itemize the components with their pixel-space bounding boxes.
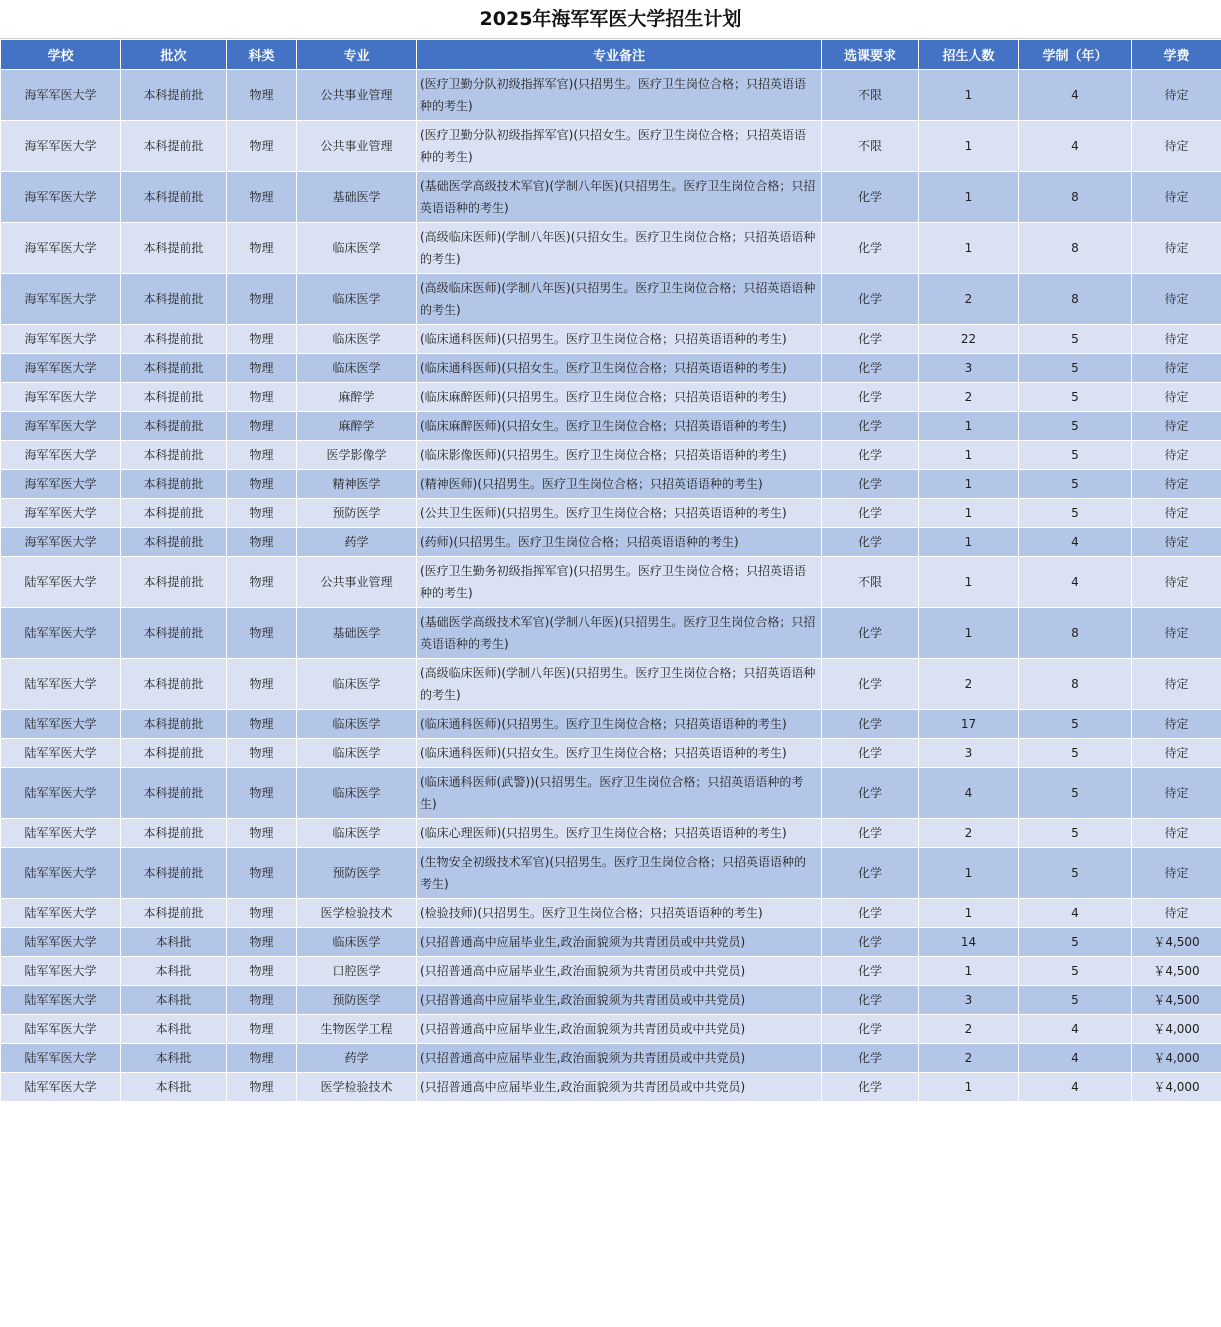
cell-category: 物理 bbox=[227, 1044, 297, 1073]
cell-batch: 本科批 bbox=[121, 1015, 227, 1044]
cell-category: 物理 bbox=[227, 848, 297, 899]
cell-category: 物理 bbox=[227, 499, 297, 528]
table-body bbox=[1, 70, 1221, 1102]
table-row bbox=[1, 928, 1221, 957]
cell-major: 公共事业管理 bbox=[297, 557, 417, 608]
table-row bbox=[1, 70, 1221, 121]
cell-requirement: 化学 bbox=[822, 848, 919, 899]
header-category: 科类 bbox=[227, 40, 297, 70]
cell-batch: 本科提前批 bbox=[121, 768, 227, 819]
cell-category: 物理 bbox=[227, 412, 297, 441]
cell-batch: 本科提前批 bbox=[121, 172, 227, 223]
cell-fee: 待定 bbox=[1132, 659, 1221, 710]
cell-requirement: 化学 bbox=[822, 441, 919, 470]
cell-count: 3 bbox=[919, 354, 1019, 383]
cell-requirement: 化学 bbox=[822, 957, 919, 986]
cell-school: 海军军医大学 bbox=[1, 274, 121, 325]
cell-note: (只招普通高中应届毕业生,政治面貌须为共青团员或中共党员) bbox=[417, 957, 822, 986]
cell-fee: 待定 bbox=[1132, 274, 1221, 325]
cell-batch: 本科提前批 bbox=[121, 739, 227, 768]
cell-school: 陆军军医大学 bbox=[1, 557, 121, 608]
cell-batch: 本科批 bbox=[121, 1044, 227, 1073]
cell-count: 1 bbox=[919, 957, 1019, 986]
cell-major: 临床医学 bbox=[297, 325, 417, 354]
page-title: 2025年海军军医大学招生计划 bbox=[0, 0, 1221, 39]
cell-requirement: 化学 bbox=[822, 1073, 919, 1102]
cell-school: 陆军军医大学 bbox=[1, 659, 121, 710]
cell-note: (只招普通高中应届毕业生,政治面貌须为共青团员或中共党员) bbox=[417, 1015, 822, 1044]
cell-batch: 本科提前批 bbox=[121, 819, 227, 848]
cell-major: 临床医学 bbox=[297, 354, 417, 383]
cell-years: 5 bbox=[1019, 768, 1132, 819]
cell-school: 海军军医大学 bbox=[1, 528, 121, 557]
cell-requirement: 不限 bbox=[822, 70, 919, 121]
cell-major: 生物医学工程 bbox=[297, 1015, 417, 1044]
cell-note: (临床通科医师)(只招男生。医疗卫生岗位合格；只招英语语种的考生) bbox=[417, 325, 822, 354]
cell-school: 海军军医大学 bbox=[1, 325, 121, 354]
cell-count: 1 bbox=[919, 557, 1019, 608]
cell-school: 陆军军医大学 bbox=[1, 739, 121, 768]
cell-requirement: 化学 bbox=[822, 899, 919, 928]
cell-requirement: 化学 bbox=[822, 499, 919, 528]
cell-fee: 待定 bbox=[1132, 819, 1221, 848]
cell-category: 物理 bbox=[227, 528, 297, 557]
table-row bbox=[1, 710, 1221, 739]
table-row bbox=[1, 412, 1221, 441]
cell-years: 5 bbox=[1019, 383, 1132, 412]
cell-years: 4 bbox=[1019, 899, 1132, 928]
cell-note: (基础医学高级技术军官)(学制八年医)(只招男生。医疗卫生岗位合格；只招英语语种的考生) bbox=[417, 172, 822, 223]
cell-school: 陆军军医大学 bbox=[1, 928, 121, 957]
cell-note: (高级临床医师)(学制八年医)(只招男生。医疗卫生岗位合格；只招英语语种的考生) bbox=[417, 274, 822, 325]
cell-school: 海军军医大学 bbox=[1, 223, 121, 274]
cell-major: 临床医学 bbox=[297, 274, 417, 325]
cell-fee: ￥4,000 bbox=[1132, 1073, 1221, 1102]
cell-school: 陆军军医大学 bbox=[1, 1015, 121, 1044]
cell-years: 5 bbox=[1019, 325, 1132, 354]
cell-count: 1 bbox=[919, 470, 1019, 499]
cell-note: (高级临床医师)(学制八年医)(只招女生。医疗卫生岗位合格；只招英语语种的考生) bbox=[417, 223, 822, 274]
cell-batch: 本科批 bbox=[121, 957, 227, 986]
cell-years: 4 bbox=[1019, 70, 1132, 121]
cell-fee: 待定 bbox=[1132, 848, 1221, 899]
cell-major: 精神医学 bbox=[297, 470, 417, 499]
table-row bbox=[1, 768, 1221, 819]
cell-note: (药师)(只招男生。医疗卫生岗位合格；只招英语语种的考生) bbox=[417, 528, 822, 557]
table-row bbox=[1, 986, 1221, 1015]
table-row bbox=[1, 739, 1221, 768]
cell-major: 药学 bbox=[297, 1044, 417, 1073]
table-row bbox=[1, 121, 1221, 172]
cell-note: (只招普通高中应届毕业生,政治面貌须为共青团员或中共党员) bbox=[417, 1073, 822, 1102]
table-row bbox=[1, 899, 1221, 928]
cell-note: (临床通科医师(武警))(只招男生。医疗卫生岗位合格；只招英语语种的考生) bbox=[417, 768, 822, 819]
cell-requirement: 化学 bbox=[822, 819, 919, 848]
cell-count: 1 bbox=[919, 70, 1019, 121]
cell-count: 4 bbox=[919, 768, 1019, 819]
cell-count: 1 bbox=[919, 499, 1019, 528]
cell-fee: ￥4,500 bbox=[1132, 957, 1221, 986]
cell-note: (基础医学高级技术军官)(学制八年医)(只招男生。医疗卫生岗位合格；只招英语语种的考生) bbox=[417, 608, 822, 659]
cell-requirement: 化学 bbox=[822, 1015, 919, 1044]
cell-fee: 待定 bbox=[1132, 899, 1221, 928]
cell-requirement: 化学 bbox=[822, 325, 919, 354]
table-row bbox=[1, 957, 1221, 986]
cell-requirement: 化学 bbox=[822, 223, 919, 274]
cell-requirement: 化学 bbox=[822, 528, 919, 557]
cell-major: 麻醉学 bbox=[297, 412, 417, 441]
table-row bbox=[1, 274, 1221, 325]
cell-major: 预防医学 bbox=[297, 848, 417, 899]
cell-years: 8 bbox=[1019, 659, 1132, 710]
cell-batch: 本科提前批 bbox=[121, 470, 227, 499]
cell-category: 物理 bbox=[227, 470, 297, 499]
cell-years: 5 bbox=[1019, 819, 1132, 848]
header-fee: 学费 bbox=[1132, 40, 1221, 70]
cell-years: 5 bbox=[1019, 928, 1132, 957]
cell-major: 临床医学 bbox=[297, 928, 417, 957]
cell-years: 4 bbox=[1019, 121, 1132, 172]
cell-school: 陆军军医大学 bbox=[1, 710, 121, 739]
cell-years: 4 bbox=[1019, 1044, 1132, 1073]
cell-category: 物理 bbox=[227, 928, 297, 957]
cell-requirement: 化学 bbox=[822, 608, 919, 659]
cell-count: 3 bbox=[919, 986, 1019, 1015]
cell-years: 8 bbox=[1019, 223, 1132, 274]
cell-years: 5 bbox=[1019, 986, 1132, 1015]
cell-category: 物理 bbox=[227, 223, 297, 274]
cell-school: 海军军医大学 bbox=[1, 499, 121, 528]
cell-fee: 待定 bbox=[1132, 223, 1221, 274]
cell-category: 物理 bbox=[227, 274, 297, 325]
cell-fee: 待定 bbox=[1132, 608, 1221, 659]
cell-category: 物理 bbox=[227, 121, 297, 172]
cell-batch: 本科提前批 bbox=[121, 383, 227, 412]
cell-batch: 本科批 bbox=[121, 1073, 227, 1102]
cell-note: (临床通科医师)(只招女生。医疗卫生岗位合格；只招英语语种的考生) bbox=[417, 739, 822, 768]
cell-major: 公共事业管理 bbox=[297, 121, 417, 172]
table-row bbox=[1, 223, 1221, 274]
cell-category: 物理 bbox=[227, 70, 297, 121]
table-row bbox=[1, 1044, 1221, 1073]
cell-years: 5 bbox=[1019, 739, 1132, 768]
cell-years: 4 bbox=[1019, 1015, 1132, 1044]
table-row bbox=[1, 1015, 1221, 1044]
cell-requirement: 化学 bbox=[822, 710, 919, 739]
cell-count: 3 bbox=[919, 739, 1019, 768]
cell-note: (只招普通高中应届毕业生,政治面貌须为共青团员或中共党员) bbox=[417, 1044, 822, 1073]
table-row bbox=[1, 470, 1221, 499]
cell-batch: 本科提前批 bbox=[121, 121, 227, 172]
cell-requirement: 化学 bbox=[822, 768, 919, 819]
cell-fee: 待定 bbox=[1132, 172, 1221, 223]
cell-major: 基础医学 bbox=[297, 172, 417, 223]
cell-requirement: 化学 bbox=[822, 274, 919, 325]
cell-school: 海军军医大学 bbox=[1, 412, 121, 441]
cell-category: 物理 bbox=[227, 325, 297, 354]
cell-major: 临床医学 bbox=[297, 739, 417, 768]
cell-requirement: 化学 bbox=[822, 1044, 919, 1073]
cell-school: 陆军军医大学 bbox=[1, 848, 121, 899]
table-row bbox=[1, 441, 1221, 470]
table-row bbox=[1, 172, 1221, 223]
cell-count: 2 bbox=[919, 819, 1019, 848]
cell-count: 1 bbox=[919, 121, 1019, 172]
cell-major: 麻醉学 bbox=[297, 383, 417, 412]
cell-requirement: 化学 bbox=[822, 383, 919, 412]
cell-fee: 待定 bbox=[1132, 70, 1221, 121]
cell-fee: 待定 bbox=[1132, 768, 1221, 819]
cell-category: 物理 bbox=[227, 899, 297, 928]
cell-note: (只招普通高中应届毕业生,政治面貌须为共青团员或中共党员) bbox=[417, 986, 822, 1015]
cell-school: 陆军军医大学 bbox=[1, 819, 121, 848]
cell-note: (精神医师)(只招男生。医疗卫生岗位合格；只招英语语种的考生) bbox=[417, 470, 822, 499]
cell-batch: 本科提前批 bbox=[121, 528, 227, 557]
cell-note: (公共卫生医师)(只招男生。医疗卫生岗位合格；只招英语语种的考生) bbox=[417, 499, 822, 528]
cell-count: 2 bbox=[919, 1044, 1019, 1073]
cell-school: 海军军医大学 bbox=[1, 441, 121, 470]
enrollment-table bbox=[0, 39, 1221, 1102]
cell-count: 1 bbox=[919, 172, 1019, 223]
cell-category: 物理 bbox=[227, 557, 297, 608]
table-row bbox=[1, 608, 1221, 659]
header-major: 专业 bbox=[297, 40, 417, 70]
cell-fee: 待定 bbox=[1132, 739, 1221, 768]
cell-years: 8 bbox=[1019, 172, 1132, 223]
header-batch: 批次 bbox=[121, 40, 227, 70]
table-row bbox=[1, 1073, 1221, 1102]
cell-requirement: 化学 bbox=[822, 739, 919, 768]
cell-count: 14 bbox=[919, 928, 1019, 957]
cell-years: 5 bbox=[1019, 710, 1132, 739]
cell-major: 药学 bbox=[297, 528, 417, 557]
table-row bbox=[1, 383, 1221, 412]
cell-major: 公共事业管理 bbox=[297, 70, 417, 121]
cell-batch: 本科提前批 bbox=[121, 441, 227, 470]
cell-count: 1 bbox=[919, 1073, 1019, 1102]
cell-school: 海军军医大学 bbox=[1, 70, 121, 121]
cell-note: (生物安全初级技术军官)(只招男生。医疗卫生岗位合格；只招英语语种的考生) bbox=[417, 848, 822, 899]
cell-requirement: 化学 bbox=[822, 659, 919, 710]
cell-fee: 待定 bbox=[1132, 412, 1221, 441]
header-school: 学校 bbox=[1, 40, 121, 70]
cell-note: (检验技师)(只招男生。医疗卫生岗位合格；只招英语语种的考生) bbox=[417, 899, 822, 928]
header-requirement: 选课要求 bbox=[822, 40, 919, 70]
cell-fee: 待定 bbox=[1132, 470, 1221, 499]
cell-note: (医疗卫勤分队初级指挥军官)(只招男生。医疗卫生岗位合格；只招英语语种的考生) bbox=[417, 70, 822, 121]
cell-fee: 待定 bbox=[1132, 499, 1221, 528]
cell-school: 海军军医大学 bbox=[1, 383, 121, 412]
cell-note: (只招普通高中应届毕业生,政治面貌须为共青团员或中共党员) bbox=[417, 928, 822, 957]
cell-requirement: 化学 bbox=[822, 470, 919, 499]
cell-batch: 本科提前批 bbox=[121, 557, 227, 608]
cell-count: 2 bbox=[919, 1015, 1019, 1044]
cell-category: 物理 bbox=[227, 1015, 297, 1044]
table-row bbox=[1, 499, 1221, 528]
table-row bbox=[1, 557, 1221, 608]
cell-school: 陆军军医大学 bbox=[1, 957, 121, 986]
cell-requirement: 化学 bbox=[822, 354, 919, 383]
table-row bbox=[1, 528, 1221, 557]
table-header bbox=[1, 40, 1221, 70]
cell-requirement: 化学 bbox=[822, 986, 919, 1015]
cell-years: 5 bbox=[1019, 441, 1132, 470]
cell-count: 1 bbox=[919, 899, 1019, 928]
cell-batch: 本科提前批 bbox=[121, 223, 227, 274]
cell-count: 1 bbox=[919, 441, 1019, 470]
cell-note: (医疗卫勤分队初级指挥军官)(只招女生。医疗卫生岗位合格；只招英语语种的考生) bbox=[417, 121, 822, 172]
table-row bbox=[1, 659, 1221, 710]
cell-fee: 待定 bbox=[1132, 710, 1221, 739]
cell-batch: 本科提前批 bbox=[121, 899, 227, 928]
cell-major: 临床医学 bbox=[297, 223, 417, 274]
cell-fee: 待定 bbox=[1132, 528, 1221, 557]
table-row bbox=[1, 819, 1221, 848]
cell-school: 陆军军医大学 bbox=[1, 768, 121, 819]
cell-category: 物理 bbox=[227, 739, 297, 768]
cell-count: 1 bbox=[919, 848, 1019, 899]
cell-batch: 本科批 bbox=[121, 928, 227, 957]
cell-years: 4 bbox=[1019, 557, 1132, 608]
cell-note: (临床麻醉医师)(只招男生。医疗卫生岗位合格；只招英语语种的考生) bbox=[417, 383, 822, 412]
cell-note: (临床通科医师)(只招女生。医疗卫生岗位合格；只招英语语种的考生) bbox=[417, 354, 822, 383]
cell-count: 2 bbox=[919, 383, 1019, 412]
cell-fee: ￥4,500 bbox=[1132, 928, 1221, 957]
cell-note: (临床心理医师)(只招男生。医疗卫生岗位合格；只招英语语种的考生) bbox=[417, 819, 822, 848]
cell-school: 陆军军医大学 bbox=[1, 608, 121, 659]
cell-note: (临床通科医师)(只招男生。医疗卫生岗位合格；只招英语语种的考生) bbox=[417, 710, 822, 739]
cell-batch: 本科提前批 bbox=[121, 608, 227, 659]
header-count: 招生人数 bbox=[919, 40, 1019, 70]
cell-requirement: 化学 bbox=[822, 412, 919, 441]
cell-major: 预防医学 bbox=[297, 499, 417, 528]
cell-batch: 本科提前批 bbox=[121, 325, 227, 354]
cell-count: 2 bbox=[919, 274, 1019, 325]
cell-batch: 本科提前批 bbox=[121, 274, 227, 325]
cell-years: 4 bbox=[1019, 528, 1132, 557]
cell-years: 8 bbox=[1019, 608, 1132, 659]
cell-school: 陆军军医大学 bbox=[1, 1073, 121, 1102]
cell-category: 物理 bbox=[227, 659, 297, 710]
cell-school: 海军军医大学 bbox=[1, 354, 121, 383]
cell-major: 医学影像学 bbox=[297, 441, 417, 470]
cell-count: 1 bbox=[919, 608, 1019, 659]
cell-major: 医学检验技术 bbox=[297, 899, 417, 928]
cell-fee: 待定 bbox=[1132, 441, 1221, 470]
cell-category: 物理 bbox=[227, 986, 297, 1015]
cell-years: 4 bbox=[1019, 1073, 1132, 1102]
cell-category: 物理 bbox=[227, 608, 297, 659]
cell-school: 陆军军医大学 bbox=[1, 986, 121, 1015]
cell-category: 物理 bbox=[227, 957, 297, 986]
cell-category: 物理 bbox=[227, 354, 297, 383]
cell-major: 基础医学 bbox=[297, 608, 417, 659]
table-row bbox=[1, 325, 1221, 354]
cell-count: 1 bbox=[919, 223, 1019, 274]
cell-note: (高级临床医师)(学制八年医)(只招男生。医疗卫生岗位合格；只招英语语种的考生) bbox=[417, 659, 822, 710]
cell-requirement: 化学 bbox=[822, 928, 919, 957]
cell-years: 5 bbox=[1019, 848, 1132, 899]
cell-years: 5 bbox=[1019, 412, 1132, 441]
cell-batch: 本科提前批 bbox=[121, 412, 227, 441]
cell-years: 8 bbox=[1019, 274, 1132, 325]
cell-category: 物理 bbox=[227, 710, 297, 739]
cell-years: 5 bbox=[1019, 470, 1132, 499]
cell-batch: 本科提前批 bbox=[121, 659, 227, 710]
cell-school: 海军军医大学 bbox=[1, 121, 121, 172]
cell-count: 22 bbox=[919, 325, 1019, 354]
cell-major: 口腔医学 bbox=[297, 957, 417, 986]
cell-school: 陆军军医大学 bbox=[1, 899, 121, 928]
cell-fee: ￥4,000 bbox=[1132, 1015, 1221, 1044]
cell-note: (临床麻醉医师)(只招女生。医疗卫生岗位合格；只招英语语种的考生) bbox=[417, 412, 822, 441]
header-row bbox=[1, 40, 1221, 70]
header-years: 学制（年） bbox=[1019, 40, 1132, 70]
cell-requirement: 不限 bbox=[822, 557, 919, 608]
cell-category: 物理 bbox=[227, 1073, 297, 1102]
cell-requirement: 化学 bbox=[822, 172, 919, 223]
cell-fee: 待定 bbox=[1132, 121, 1221, 172]
cell-requirement: 不限 bbox=[822, 121, 919, 172]
cell-fee: 待定 bbox=[1132, 557, 1221, 608]
cell-major: 临床医学 bbox=[297, 768, 417, 819]
cell-fee: 待定 bbox=[1132, 354, 1221, 383]
cell-category: 物理 bbox=[227, 768, 297, 819]
table-row bbox=[1, 354, 1221, 383]
cell-fee: 待定 bbox=[1132, 325, 1221, 354]
cell-school: 陆军军医大学 bbox=[1, 1044, 121, 1073]
cell-major: 临床医学 bbox=[297, 819, 417, 848]
cell-years: 5 bbox=[1019, 354, 1132, 383]
header-note: 专业备注 bbox=[417, 40, 822, 70]
cell-years: 5 bbox=[1019, 499, 1132, 528]
cell-count: 1 bbox=[919, 528, 1019, 557]
cell-fee: 待定 bbox=[1132, 383, 1221, 412]
cell-note: (医疗卫生勤务初级指挥军官)(只招男生。医疗卫生岗位合格；只招英语语种的考生) bbox=[417, 557, 822, 608]
table-row bbox=[1, 848, 1221, 899]
cell-batch: 本科提前批 bbox=[121, 710, 227, 739]
cell-batch: 本科提前批 bbox=[121, 848, 227, 899]
cell-major: 医学检验技术 bbox=[297, 1073, 417, 1102]
cell-batch: 本科提前批 bbox=[121, 70, 227, 121]
cell-batch: 本科提前批 bbox=[121, 499, 227, 528]
cell-major: 临床医学 bbox=[297, 710, 417, 739]
cell-count: 17 bbox=[919, 710, 1019, 739]
cell-major: 预防医学 bbox=[297, 986, 417, 1015]
cell-category: 物理 bbox=[227, 819, 297, 848]
cell-batch: 本科提前批 bbox=[121, 354, 227, 383]
cell-category: 物理 bbox=[227, 383, 297, 412]
cell-major: 临床医学 bbox=[297, 659, 417, 710]
cell-count: 2 bbox=[919, 659, 1019, 710]
cell-years: 5 bbox=[1019, 957, 1132, 986]
cell-fee: ￥4,500 bbox=[1132, 986, 1221, 1015]
cell-school: 海军军医大学 bbox=[1, 172, 121, 223]
cell-count: 1 bbox=[919, 412, 1019, 441]
cell-batch: 本科批 bbox=[121, 986, 227, 1015]
cell-fee: ￥4,000 bbox=[1132, 1044, 1221, 1073]
cell-school: 海军军医大学 bbox=[1, 470, 121, 499]
cell-note: (临床影像医师)(只招男生。医疗卫生岗位合格；只招英语语种的考生) bbox=[417, 441, 822, 470]
cell-category: 物理 bbox=[227, 172, 297, 223]
cell-category: 物理 bbox=[227, 441, 297, 470]
